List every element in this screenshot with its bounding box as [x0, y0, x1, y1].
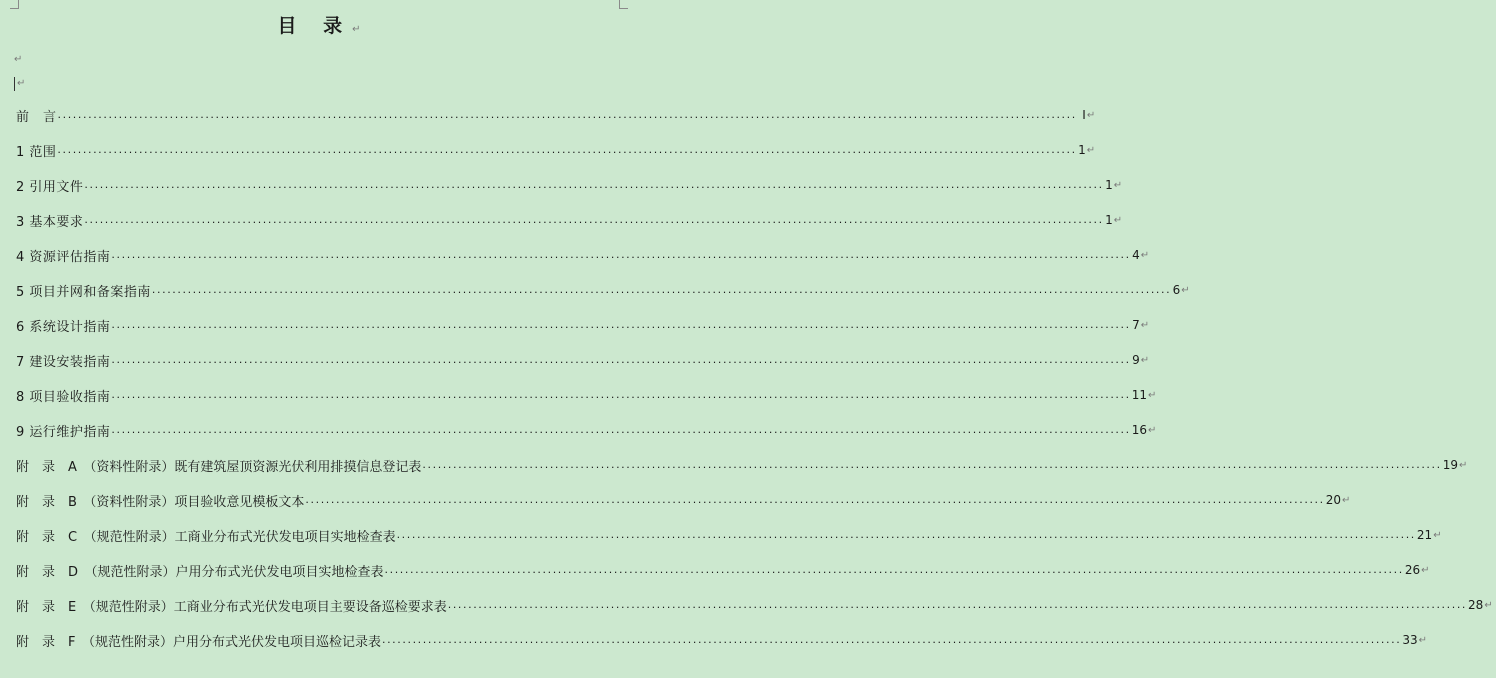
paragraph-mark-icon: ↵ [352, 24, 361, 35]
toc-title[interactable] [0, 11, 638, 38]
toc-dot-leader: ........................................................................................................................................................................................................ [84, 178, 1104, 191]
paragraph-mark-icon: ↵ [1140, 354, 1150, 366]
toc-entry-label: 9 运行维护指南 [16, 424, 111, 440]
toc-entry-label: 附 录 A （资料性附录）既有建筑屋顶资源光伏利用排摸信息登记表 [16, 459, 422, 475]
paragraph-mark-icon: ↵ [1342, 494, 1351, 506]
toc-entry[interactable] [16, 279, 1190, 301]
toc-entry-label: 附 录 B （资料性附录）项目验收意见模板文本 [16, 494, 305, 510]
toc-entry-label: 6 系统设计指南 [16, 319, 111, 335]
page-corner-mark-right [619, 0, 628, 9]
text-cursor [14, 77, 15, 91]
toc-entry[interactable] [16, 349, 1150, 371]
paragraph-mark-icon: ↵ [1086, 144, 1096, 156]
paragraph-mark-icon: ↵ [1459, 459, 1468, 471]
toc-dot-leader: ........................................................................................................................................................................................................ [111, 388, 1131, 401]
toc-entry[interactable] [16, 139, 1096, 161]
toc-title-text: 目 录 [277, 15, 353, 37]
toc-entry-page: 20 [1325, 493, 1342, 507]
toc-entry-label: 附 录 E （规范性附录）工商业分布式光伏发电项目主要设备巡检要求表 [16, 599, 447, 615]
toc-entry[interactable] [16, 314, 1150, 336]
toc-dot-leader: ........................................................................................................................................................................................................ [111, 423, 1131, 436]
paragraph-mark-icon: ↵ [1140, 319, 1150, 331]
toc-entry-page: 1 [1078, 143, 1086, 157]
toc-dot-leader: ........................................................................................................................................................................................................ [396, 528, 1416, 541]
toc-entry-page: 28 [1468, 598, 1484, 612]
toc-dot-leader: ........................................................................................................................................................................................................ [57, 108, 1077, 121]
toc-entry[interactable] [16, 174, 1123, 196]
paragraph-mark-icon: ↵ [1086, 109, 1096, 121]
toc-entry-page: 7 [1132, 318, 1140, 332]
toc-dot-leader: ........................................................................................................................................................................................................ [57, 143, 1077, 156]
paragraph-mark-icon: ↵ [1148, 389, 1157, 401]
paragraph-mark-icon: ↵ [1140, 249, 1150, 261]
toc-entry-label: 1 范围 [16, 144, 57, 160]
toc-entry[interactable] [16, 454, 1468, 476]
toc-entry[interactable] [16, 559, 1430, 581]
toc-entry-page: 1 [1105, 213, 1113, 227]
toc-entry-label: 附 录 F （规范性附录）户用分布式光伏发电项目巡检记录表 [16, 634, 381, 650]
toc-dot-leader: ........................................................................................................................................................................................................ [447, 598, 1468, 611]
toc-entry-page: 26 [1404, 563, 1421, 577]
toc-entry[interactable] [16, 244, 1150, 266]
toc-entry[interactable] [16, 384, 1157, 406]
empty-paragraph-mark-icon: ↵ [14, 54, 23, 65]
toc-entry-label: 附 录 C （规范性附录）工商业分布式光伏发电项目实地检查表 [16, 529, 396, 545]
paragraph-mark-icon: ↵ [1421, 564, 1430, 576]
toc-entry-label: 8 项目验收指南 [16, 389, 111, 405]
paragraph-mark-icon: ↵ [1148, 424, 1157, 436]
toc-entry-label: 5 项目并网和备案指南 [16, 284, 151, 300]
toc-entry[interactable] [16, 489, 1351, 511]
paragraph-mark-icon: ↵ [1484, 599, 1493, 611]
paragraph-mark-icon: ↵ [1433, 529, 1442, 541]
empty-paragraph-mark-icon: ↵ [17, 78, 26, 89]
toc-entry-page: 33 [1402, 633, 1418, 647]
toc-entry-page: 19 [1442, 458, 1459, 472]
toc-entry-label: 附 录 D （规范性附录）户用分布式光伏发电项目实地检查表 [16, 564, 384, 580]
toc-entry-page: I [1082, 108, 1086, 122]
toc-entry-page: 21 [1416, 528, 1433, 542]
toc-entry-label: 3 基本要求 [16, 214, 84, 230]
toc-entry-label: 2 引用文件 [16, 179, 84, 195]
toc-dot-leader: ........................................................................................................................................................................................................ [384, 563, 1404, 576]
toc-dot-leader: ........................................................................................................................................................................................................ [111, 353, 1131, 366]
toc-entry[interactable] [16, 594, 1493, 616]
toc-dot-leader: ........................................................................................................................................................................................................ [111, 248, 1131, 261]
paragraph-mark-icon: ↵ [1418, 634, 1427, 646]
toc-dot-leader: ........................................................................................................................................................................................................ [151, 283, 1172, 296]
toc-entry-page: 4 [1132, 248, 1140, 262]
toc-entry-page: 1 [1105, 178, 1113, 192]
toc-entry-page: 6 [1172, 283, 1181, 297]
toc-entry-page: 9 [1132, 353, 1140, 367]
toc-entry-label: 7 建设安装指南 [16, 354, 111, 370]
toc-entry[interactable] [16, 629, 1427, 651]
toc-dot-leader: ........................................................................................................................................................................................................ [422, 458, 1442, 471]
toc-entry[interactable] [16, 524, 1442, 546]
toc-entry[interactable] [16, 104, 1096, 126]
toc-entry-label: 4 资源评估指南 [16, 249, 111, 265]
toc-dot-leader: ........................................................................................................................................................................................................ [305, 493, 1325, 506]
page-corner-mark-left [10, 0, 19, 9]
paragraph-mark-icon: ↵ [1113, 214, 1123, 226]
paragraph-mark-icon: ↵ [1181, 284, 1190, 296]
toc-entry[interactable] [16, 209, 1123, 231]
toc-entry-page: 11 [1131, 388, 1148, 402]
toc-dot-leader: ........................................................................................................................................................................................................ [381, 633, 1402, 646]
toc-entry[interactable] [16, 419, 1157, 441]
toc-dot-leader: ........................................................................................................................................................................................................ [111, 318, 1131, 331]
toc-entry-label: 前 言 [16, 109, 57, 125]
paragraph-mark-icon: ↵ [1113, 179, 1123, 191]
toc-dot-leader: ........................................................................................................................................................................................................ [84, 213, 1104, 226]
toc-entry-page: 16 [1131, 423, 1148, 437]
